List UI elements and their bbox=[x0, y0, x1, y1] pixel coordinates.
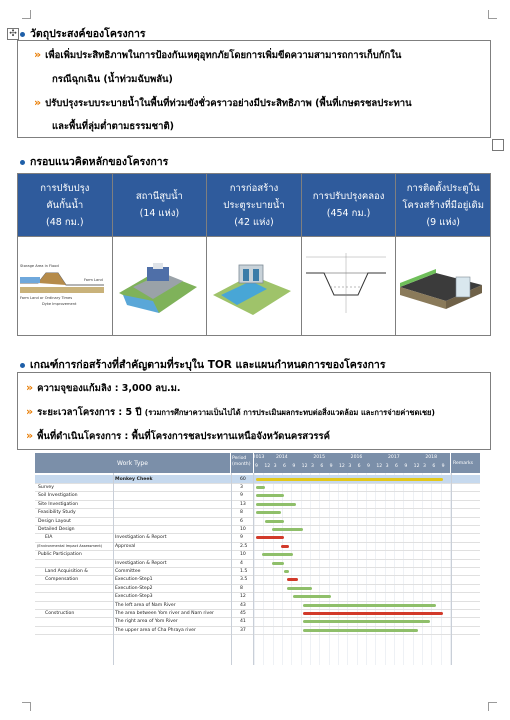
gantt-work-type: Detailed Design bbox=[38, 526, 75, 532]
gantt-period-value: 4 bbox=[240, 560, 243, 566]
project-schedule-gantt bbox=[35, 453, 480, 665]
gantt-column-divider bbox=[231, 473, 232, 665]
gantt-header-work-type bbox=[35, 453, 230, 473]
gantt-year-label: 2015 bbox=[313, 455, 326, 460]
gantt-period-value: 13 bbox=[240, 501, 246, 507]
double-chevron-icon: » bbox=[34, 48, 42, 61]
gantt-bar bbox=[293, 595, 330, 598]
framework-title: กรอบแนวคิดหลักของโครงการ bbox=[30, 156, 169, 168]
col-label: การก่อสร้าง bbox=[229, 182, 279, 194]
gantt-work-type: Compensation bbox=[45, 577, 79, 583]
gantt-bar bbox=[256, 494, 284, 497]
gantt-bar bbox=[281, 545, 289, 548]
col-count: (9 แห่ง) bbox=[426, 216, 460, 228]
framework-heading bbox=[20, 153, 168, 170]
gantt-bar bbox=[272, 562, 284, 565]
framework-col-pump-station bbox=[112, 174, 207, 237]
framework-col-gate-install bbox=[396, 174, 491, 237]
gantt-task-label: The right area of Yom River bbox=[115, 619, 178, 625]
gantt-month-label: 6 bbox=[283, 464, 286, 469]
gantt-bar bbox=[256, 503, 296, 506]
img-label: Storage Area in Flood bbox=[20, 264, 59, 268]
gantt-month-label: 12 bbox=[339, 464, 345, 469]
gantt-task-label: Investigation & Report bbox=[115, 560, 167, 566]
sluice-gate-image bbox=[207, 243, 295, 325]
gantt-period-value: 3 bbox=[240, 484, 243, 490]
gantt-month-label: 3 bbox=[311, 464, 314, 469]
gantt-bar bbox=[256, 511, 281, 514]
objective-text: กรณีฉุกเฉิน (น้ำท่วมฉับพลัน) bbox=[52, 74, 173, 85]
gantt-month-label: 9 bbox=[255, 464, 258, 469]
gantt-period-value: 2.5 bbox=[240, 543, 248, 549]
gantt-column-divider bbox=[113, 473, 114, 665]
gantt-year-label: 2014 bbox=[276, 455, 288, 460]
gantt-column-divider bbox=[451, 473, 452, 665]
framework-col-canal bbox=[301, 174, 396, 237]
move-handle-icon[interactable]: ✣ bbox=[7, 28, 19, 40]
objective-item-2 bbox=[34, 96, 412, 111]
gantt-period-value: 12 bbox=[240, 594, 246, 600]
objective-text: และพื้นที่ลุ่มต่ำตามธรรมชาติ) bbox=[52, 121, 174, 132]
objective-text: เพื่อเพิ่มประสิทธิภาพในการป้องกันเหตุอุทกภัยโดยการเพิ่มขีดความสามารถการเก็บกักใน bbox=[45, 50, 402, 61]
objective-item-1-cont bbox=[52, 72, 173, 87]
gantt-task-label: The left area of Nam River bbox=[115, 602, 176, 608]
gantt-period-value: 10 bbox=[240, 552, 246, 558]
gantt-bar bbox=[256, 478, 443, 481]
criteria-text: ระยะเวลาโครงการ : 5 ปี bbox=[37, 407, 145, 418]
gantt-period-value: 1.5 bbox=[240, 568, 248, 574]
double-chevron-icon: » bbox=[26, 429, 34, 442]
canal-cross-section-image bbox=[302, 243, 390, 325]
gantt-month-label: 12 bbox=[376, 464, 383, 469]
gate-installation-image bbox=[396, 243, 484, 325]
sluice-gate-render bbox=[207, 237, 302, 336]
gantt-period-value: 37 bbox=[240, 627, 246, 633]
objective-item-2-cont bbox=[52, 119, 174, 134]
col-count: (42 แห่ง) bbox=[234, 216, 274, 228]
gantt-period-value: 43 bbox=[240, 602, 246, 608]
col-label: โครงสร้างที่มีอยู่เดิม bbox=[402, 199, 484, 211]
gantt-month-label: 3 bbox=[423, 464, 426, 469]
gantt-work-type: Public Participation bbox=[38, 552, 82, 558]
bullet-icon bbox=[20, 363, 25, 368]
gantt-period-value: 45 bbox=[240, 610, 246, 616]
gantt-period-value: 6 bbox=[240, 518, 243, 524]
gantt-month-label: 3 bbox=[273, 464, 277, 469]
gantt-bar bbox=[303, 620, 431, 623]
gantt-work-type: EIA bbox=[45, 535, 53, 541]
gantt-bar bbox=[287, 587, 312, 590]
criteria-item-duration bbox=[26, 405, 435, 420]
gantt-year-label: 2016 bbox=[350, 455, 363, 460]
framework-col-sluice-gate bbox=[207, 174, 302, 237]
col-label: ประตูระบายน้ำ bbox=[223, 199, 285, 211]
gantt-month-label: 9 bbox=[441, 464, 445, 469]
gantt-work-type: Monkey Cheek bbox=[115, 476, 153, 482]
gantt-work-type: Feasibility Study bbox=[38, 510, 76, 516]
gantt-work-type: Land Acquisition & bbox=[45, 568, 88, 574]
double-chevron-icon: » bbox=[26, 381, 34, 394]
gantt-bar bbox=[256, 536, 284, 539]
col-count: (48 กม.) bbox=[46, 216, 84, 228]
gantt-task-label: Execution-Step1 bbox=[115, 577, 153, 583]
gantt-work-type: Soil Investigation bbox=[38, 493, 78, 499]
objectives-title: วัตถุประสงค์ของโครงการ bbox=[30, 28, 146, 40]
work-type-label: Work Type bbox=[117, 460, 148, 467]
col-label: สถานีสูบน้ำ bbox=[135, 191, 183, 202]
framework-table bbox=[17, 173, 491, 336]
img-label: Farm Land or Ordinary Times bbox=[20, 296, 73, 300]
gantt-period-value: 8 bbox=[240, 585, 243, 591]
double-chevron-icon: » bbox=[34, 96, 42, 109]
gantt-month-label: 9 bbox=[329, 464, 333, 469]
gantt-bar bbox=[256, 486, 265, 489]
gantt-period-value: 3.5 bbox=[240, 577, 248, 583]
gantt-month-label: 6 bbox=[395, 464, 398, 469]
embankment-diagram bbox=[18, 237, 113, 336]
gantt-year-label: 2018 bbox=[425, 455, 438, 460]
period-unit-label: (month) bbox=[232, 462, 251, 467]
gantt-bar bbox=[272, 528, 303, 531]
criteria-text: พื้นที่ดำเนินโครงการ : พื้นที่โครงการชลประทานเหนือจังหวัดนครสวรรค์ bbox=[37, 431, 330, 442]
resize-handle[interactable] bbox=[492, 139, 504, 151]
criteria-item-area bbox=[26, 429, 330, 444]
gantt-month-label: 6 bbox=[432, 464, 436, 469]
gantt-month-label: 6 bbox=[357, 464, 361, 469]
col-label: คันกั้นน้ำ bbox=[46, 199, 84, 211]
gantt-bar bbox=[262, 553, 293, 556]
criteria-title: เกณฑ์การก่อสร้างที่สำคัญตามที่ระบุใน TOR และแผนกำหนดการของโครงการ bbox=[30, 359, 386, 371]
crop-mark-top-right bbox=[488, 10, 497, 19]
criteria-item-capacity bbox=[26, 381, 181, 396]
gantt-period-value: 41 bbox=[240, 619, 246, 625]
double-chevron-icon: » bbox=[26, 405, 34, 418]
gantt-bar bbox=[287, 578, 298, 581]
col-label: การปรับปรุง bbox=[40, 182, 90, 194]
gantt-month-label: 3 bbox=[348, 464, 352, 469]
criteria-text: ความจุของแก้มลิง : 3,000 ลบ.ม. bbox=[37, 383, 181, 394]
bullet-icon bbox=[20, 32, 25, 37]
gantt-task-label: Committee bbox=[115, 568, 141, 574]
objective-text: ปรับปรุงระบบระบายน้ำในพื้นที่ท่วมขังชั่วคราวอย่างมีประสิทธิภาพ (พื้นที่เกษตรชลประทาน bbox=[45, 98, 412, 109]
gantt-month-label: 9 bbox=[292, 464, 296, 469]
criteria-heading bbox=[20, 356, 385, 373]
crop-mark-bottom-left bbox=[22, 702, 31, 711]
gantt-bar bbox=[265, 520, 284, 523]
gantt-period-value: 10 bbox=[240, 526, 246, 532]
embankment-diagram-image bbox=[18, 243, 106, 325]
gantt-year-label: 2017 bbox=[388, 455, 400, 460]
gantt-work-type: Design Layout bbox=[38, 518, 71, 524]
gantt-task-label: Execution-Step3 bbox=[115, 594, 153, 600]
gantt-task-label: Approval bbox=[115, 543, 136, 549]
gantt-year-label: 2013 bbox=[252, 455, 265, 460]
gantt-period-value: 8 bbox=[240, 510, 243, 516]
gantt-work-type: Construction bbox=[45, 610, 75, 616]
framework-col-embankment bbox=[18, 174, 113, 237]
gantt-period-value: 60 bbox=[240, 476, 246, 482]
crop-mark-bottom-right bbox=[488, 702, 497, 711]
gantt-task-label: Investigation & Report bbox=[115, 535, 167, 541]
gantt-bar bbox=[284, 570, 289, 573]
gantt-bar bbox=[303, 629, 418, 632]
pump-station-render bbox=[112, 237, 207, 336]
gantt-task-label: The upper area of Cha Phraya river bbox=[115, 627, 196, 633]
crop-mark-top-left bbox=[22, 10, 31, 19]
bullet-icon bbox=[20, 160, 25, 165]
gantt-task-label: Execution-Step2 bbox=[115, 585, 153, 591]
gantt-task-label: The area between Yom river and Nam river bbox=[115, 610, 214, 616]
gantt-work-type: (Environmental Impact Assessment) bbox=[37, 543, 103, 548]
pump-station-image bbox=[113, 243, 201, 325]
img-label: Farm Land bbox=[84, 278, 103, 282]
gantt-header-remarks bbox=[451, 453, 480, 473]
col-label: การปรับปรุงคลอง bbox=[312, 191, 385, 202]
objective-item-1 bbox=[34, 48, 401, 63]
gantt-month-label: 9 bbox=[404, 464, 408, 469]
gantt-work-type: Site Investigation bbox=[38, 501, 79, 507]
col-label: การติดตั้งประตูใน bbox=[406, 182, 480, 194]
remarks-label: Remarks bbox=[453, 461, 474, 466]
gantt-header-period bbox=[231, 453, 253, 473]
criteria-subtext: (รวมการศึกษาความเป็นไปได้ การประเมินผลกระทบต่อสิ่งแวดล้อม และการจ่ายค่าชดเชย) bbox=[144, 408, 435, 417]
gantt-bar bbox=[303, 604, 437, 607]
gantt-month-label: 12 bbox=[264, 464, 271, 469]
gantt-month-label: 3 bbox=[385, 464, 389, 469]
gantt-period-value: 9 bbox=[240, 493, 243, 499]
gantt-work-type: Survey bbox=[38, 484, 54, 490]
img-label: Dyke Improvement bbox=[42, 302, 77, 306]
gantt-month-label: 12 bbox=[301, 464, 308, 469]
gantt-period-value: 9 bbox=[240, 535, 243, 541]
gantt-column-divider bbox=[253, 473, 254, 665]
gantt-month-label: 6 bbox=[320, 464, 324, 469]
gantt-bar bbox=[303, 612, 443, 615]
gantt-month-label: 9 bbox=[367, 464, 370, 469]
col-count: (454 กม.) bbox=[326, 208, 371, 219]
gantt-month-label: 12 bbox=[413, 464, 420, 469]
canal-cross-section bbox=[301, 237, 396, 336]
period-label: Period bbox=[232, 456, 247, 461]
col-count: (14 แห่ง) bbox=[139, 208, 180, 219]
gate-installation-render bbox=[396, 237, 491, 336]
